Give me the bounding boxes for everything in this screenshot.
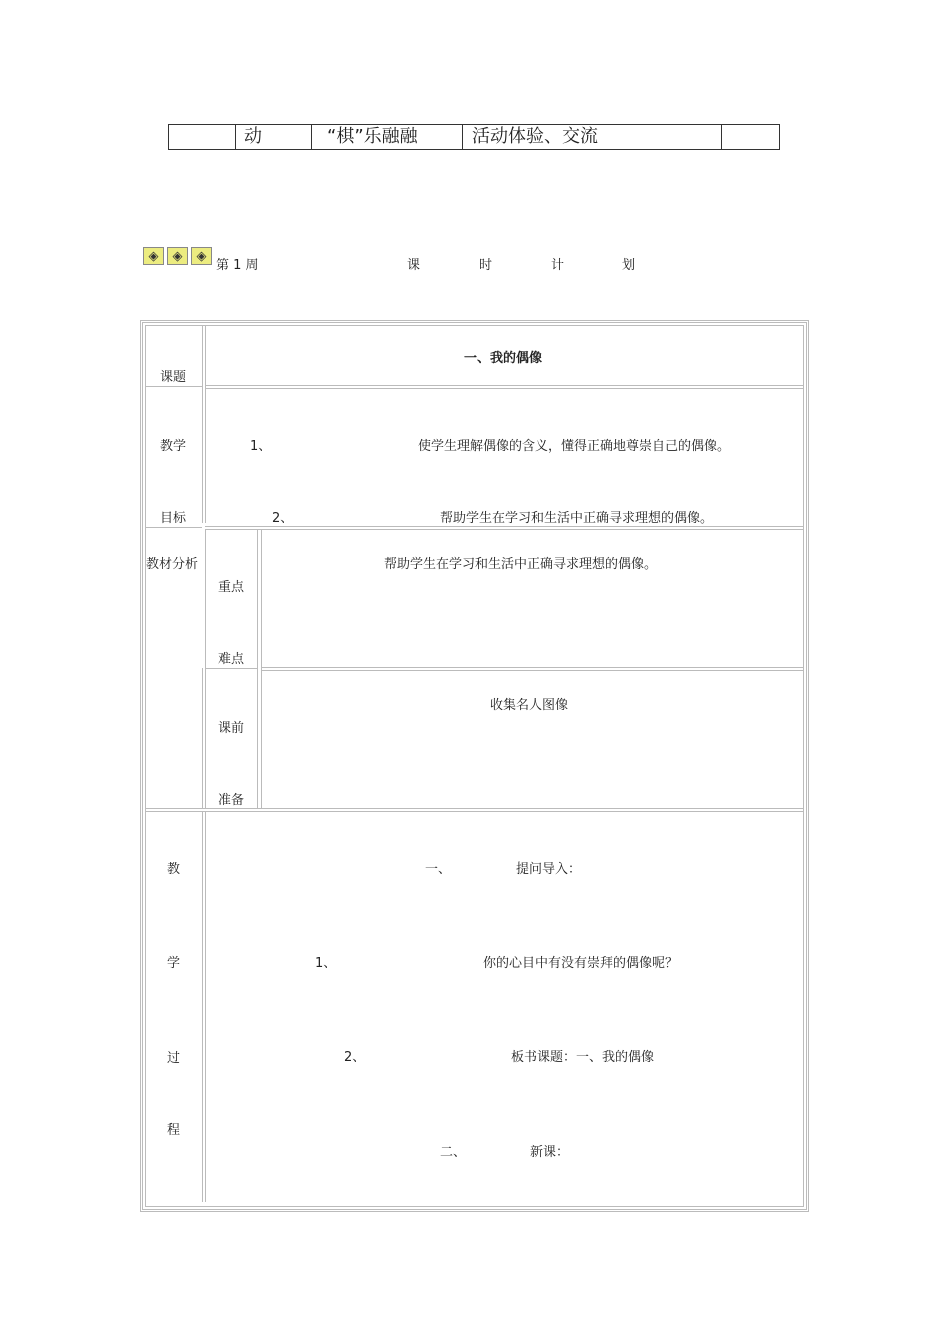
plan-char-3: 计 (551, 258, 565, 273)
column-divider (205, 812, 206, 1202)
key-label-1: 重点 (218, 580, 245, 595)
row-divider (205, 529, 803, 530)
table-border (145, 1206, 804, 1207)
plan-char-4: 划 (622, 258, 636, 273)
column-divider (202, 812, 203, 1202)
prep-text: 收集名人图像 (490, 698, 569, 713)
prep-label-1: 课前 (218, 721, 245, 736)
goal-1-text: 使学生理解偶像的含义，懂得正确地尊崇自己的偶像。 (418, 439, 731, 454)
key-points-text: 帮助学生在学习和生活中正确寻求理想的偶像。 (384, 557, 658, 572)
top-cell-4: 活动体验、交流 (463, 125, 722, 149)
row-divider (205, 388, 803, 389)
week-label: 第 1 周 (216, 258, 259, 273)
cd-icon-group (143, 247, 215, 266)
goal-1-number: 1、 (250, 439, 272, 454)
process-label-char: 教 (167, 862, 181, 877)
top-table-row (168, 124, 780, 150)
topic-label: 课题 (160, 370, 187, 385)
plan-char-1: 课 (407, 258, 421, 273)
goal-2-number: 2、 (272, 511, 294, 526)
goal-2-text: 帮助学生在学习和生活中正确寻求理想的偶像。 (440, 511, 714, 526)
column-divider (202, 668, 203, 808)
cd-icon: ◈ (167, 247, 188, 265)
row-divider (205, 526, 803, 527)
top-cell-2: 动 (236, 125, 312, 149)
top-cell-1 (169, 125, 236, 149)
process-label-char: 过 (167, 1051, 181, 1066)
top-cell-3: “棋”乐融融 (312, 125, 463, 149)
plan-char-2: 时 (479, 258, 493, 273)
row-divider (146, 527, 202, 528)
step-1-number: 一、 (425, 862, 452, 877)
row-divider (205, 385, 803, 386)
row-divider (146, 811, 803, 812)
analysis-label: 教材分析 (146, 557, 199, 572)
column-divider (257, 530, 258, 808)
column-divider (205, 530, 206, 808)
top-cell-5 (722, 125, 779, 149)
key-label-2: 难点 (218, 652, 245, 667)
step-2-number: 二、 (440, 1145, 467, 1160)
question-1-text: 你的心目中有没有崇拜的偶像呢？ (483, 956, 679, 971)
prep-label-2: 准备 (218, 793, 245, 808)
cd-icon: ◈ (143, 247, 164, 265)
row-divider (205, 668, 257, 669)
goals-label-2: 目标 (160, 511, 187, 526)
column-divider (202, 325, 203, 523)
process-label-char: 程 (167, 1123, 181, 1138)
column-divider (205, 325, 206, 523)
row-divider (146, 808, 803, 809)
step-2-text: 新课： (530, 1145, 570, 1160)
table-border (145, 325, 146, 1207)
column-divider (261, 530, 262, 808)
cd-icon: ◈ (191, 247, 212, 265)
row-divider (146, 386, 202, 387)
process-label-char: 学 (167, 956, 181, 971)
row-divider (261, 667, 803, 668)
step-1-text: 提问导入： (516, 862, 582, 877)
table-border (803, 325, 804, 1207)
question-1-number: 1、 (315, 956, 337, 971)
goals-label-1: 教学 (160, 439, 187, 454)
row-divider (261, 670, 803, 671)
question-2-number: 2、 (344, 1050, 366, 1065)
table-border (145, 325, 804, 326)
topic-title: 一、我的偶像 (464, 351, 543, 366)
question-2-text: 板书课题：一、我的偶像 (511, 1050, 655, 1065)
